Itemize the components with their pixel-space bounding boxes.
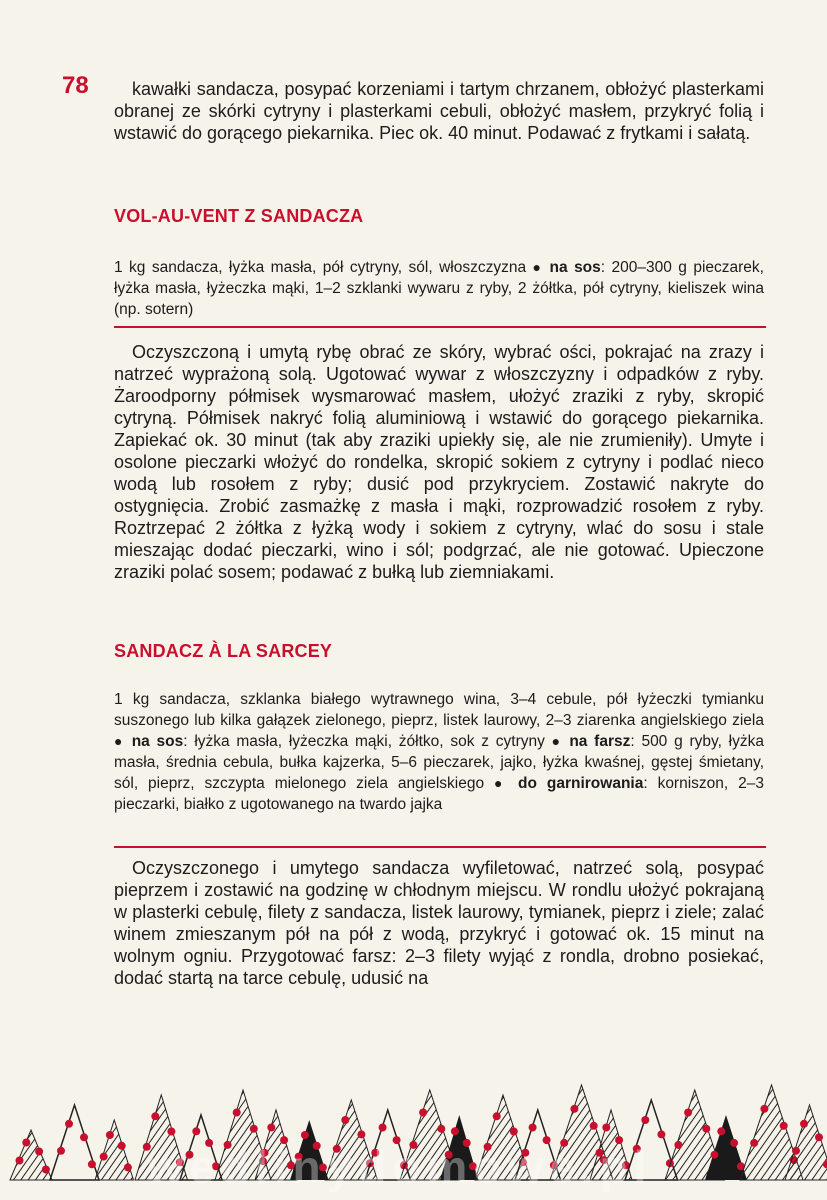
- ornament-icon: [702, 1125, 710, 1133]
- ornament-icon: [357, 1130, 365, 1138]
- ornament-icon: [590, 1122, 598, 1130]
- recipe2-instructions: Oczyszczonego i umytego sandacza wyfiletować, natrzeć solą, posypać pieprzem i zostawić na godzinę w chłodnym miejscu. W rondlu ułożyć pokrajaną w plasterki cebulę, filety z sandacza, listek laurowy, tymianek, pieprz i ziele; zalać winem zmieszanym pół na pół z wodą, przykryć i gotować ok. 15 minut na wolnym ogniu. Przygotować farsz: 2–3 filety wyjąć z rondla, drobno posiekać, dodać startą na tarce cebulę, udusić na: [114, 858, 764, 988]
- ornament-icon: [80, 1133, 88, 1141]
- ornament-icon: [301, 1131, 309, 1139]
- ornament-icon: [684, 1109, 692, 1117]
- ornament-icon: [451, 1127, 459, 1135]
- ornament-icon: [800, 1120, 808, 1128]
- ornament-icon: [35, 1148, 43, 1156]
- ornament-icon: [815, 1133, 823, 1141]
- recipe1-sauce-label: na sos: [549, 259, 601, 276]
- ornament-icon: [419, 1109, 427, 1117]
- ornament-icon: [65, 1120, 73, 1128]
- recipe2-ingredients-garnish: : korniszon, 2–3 pieczarki, białko z ugotowanego na twardo jajka: [114, 775, 764, 813]
- ornament-icon: [379, 1124, 387, 1132]
- ornament-icon: [106, 1131, 114, 1139]
- recipe1-ingredients-sauce: : 200–300 g pieczarek, łyżka masła, łyżeczka mąki, 1–2 szklanki wywaru z ryby, 2 żółtka, pół cytryny, kieliszek wina (np. sotern): [114, 259, 764, 318]
- ornament-icon: [22, 1139, 30, 1147]
- ornament-icon: [510, 1128, 518, 1136]
- ornament-icon: [16, 1157, 24, 1165]
- bullet-icon: ●: [532, 259, 544, 275]
- ornament-icon: [602, 1124, 610, 1132]
- recipe2-ingredients-stuffing: : 500 g ryby, łyżka masła, średnia cebula, bułka kajzerka, 5–6 pieczarek, jajko, łyżka kwaśnej, gęstej śmietany, sól, pieprz, szczypta mielonego ziela angielskiego: [114, 733, 764, 792]
- recipe2-garnish-label: do garnirowania: [518, 775, 644, 792]
- recipe1-ingredients-main: 1 kg sandacza, łyżka masła, pół cytryny, sól, włoszczyzna: [114, 259, 527, 276]
- ornament-icon: [167, 1128, 175, 1136]
- ornament-icon: [493, 1112, 501, 1120]
- ornament-icon: [151, 1112, 159, 1120]
- ornament-icon: [233, 1109, 241, 1117]
- ornament-icon: [711, 1151, 719, 1159]
- bullet-icon: ●: [494, 775, 509, 791]
- ornament-icon: [57, 1147, 65, 1155]
- recipe2-divider: [114, 846, 766, 848]
- bullet-icon: ●: [114, 733, 125, 749]
- ornament-icon: [730, 1139, 738, 1147]
- ornament-icon: [341, 1116, 349, 1124]
- recipe2-ingredients-sauce: : łyżka masła, łyżeczka mąki, żółtko, sok z cytryny: [183, 733, 545, 750]
- ornament-icon: [780, 1122, 788, 1130]
- ornament-icon: [570, 1105, 578, 1113]
- bullet-icon: ●: [551, 733, 563, 749]
- recipe2-stuffing-label: na farsz: [569, 733, 631, 750]
- ornament-icon: [657, 1130, 665, 1138]
- tree-icon: [785, 1105, 827, 1180]
- ornament-icon: [88, 1160, 96, 1168]
- ornament-icon: [437, 1125, 445, 1133]
- ornament-icon: [750, 1139, 758, 1147]
- page-number: 78: [62, 72, 89, 99]
- ornament-icon: [192, 1127, 200, 1135]
- ornament-icon: [641, 1116, 649, 1124]
- ornament-icon: [42, 1166, 50, 1174]
- ornament-icon: [760, 1105, 768, 1113]
- ornament-icon: [267, 1124, 275, 1132]
- recipe1-divider: [114, 326, 766, 328]
- recipe2-ingredients: [114, 689, 764, 815]
- tree-icon: [50, 1105, 99, 1180]
- ornament-icon: [529, 1124, 537, 1132]
- recipe1-title: VOL-AU-VENT Z SANDACZA: [114, 206, 364, 226]
- recipe1-instructions: Oczyszczoną i umytą rybę obrać ze skóry, wybrać ości, pokrajać na zrazy i natrzeć wyprażoną solą. Ugotować wywar z włoszczyzny i odpadków z ryby. Żaroodporny półmisek wysmarować masłem, ułożyć zraziki z ryby, skropić cytryną. Półmisek nakryć folią aluminiową i wstawić do gorącego piekarnika. Zapiekać ok. 30 minut (tak aby zraziki upiekły się, ale nie zrumieniły). Umyte i osolone pieczarki włożyć do rondelka, skropić sokiem z cytryny i podlać nieco wodą lub rosołem z ryby; dusić pod przykryciem. Zostawić nakryte do ostygnięcia. Zrobić zasmażkę z masła i mąki, rozprowadzić rosołem z ryby. Roztrzepać 2 żółtka z łyżką wody i sokiem z cytryny, wlać do sosu i stale mieszając dodać pieczarki, wino i sól; podgrzać, ale nie gotować. Upieczone zraziki polać sosem; podawać z bułką lub ziemniakami.: [114, 342, 764, 582]
- ornament-icon: [717, 1127, 725, 1135]
- ornament-icon: [250, 1125, 258, 1133]
- intro-paragraph: kawałki sandacza, posypać korzeniami i tartym chrzanem, obłożyć plasterkami obranej ze skórki cytryny i plasterkami cebuli, obłożyć masłem, przykryć folią i wstawić do gorącego piekarnika. Piec ok. 40 minut. Podawać z frytkami i sałatą.: [114, 79, 764, 143]
- recipe2-ingredients-main: 1 kg sandacza, szklanka białego wytrawnego wina, 3–4 cebule, pół łyżeczki tymianku suszonego lub kilka gałązek zielonego, pieprz, listek laurowy, 2–3 ziarenka angielskiego ziela: [114, 691, 764, 729]
- ornament-icon: [792, 1147, 800, 1155]
- recipe2-title: SANDACZ À LA SARCEY: [114, 641, 333, 661]
- recipe2-sauce-label: na sos: [131, 733, 184, 750]
- recipe1-ingredients: [114, 257, 764, 320]
- watermark: wedlinydomowe.pl: [147, 1141, 653, 1193]
